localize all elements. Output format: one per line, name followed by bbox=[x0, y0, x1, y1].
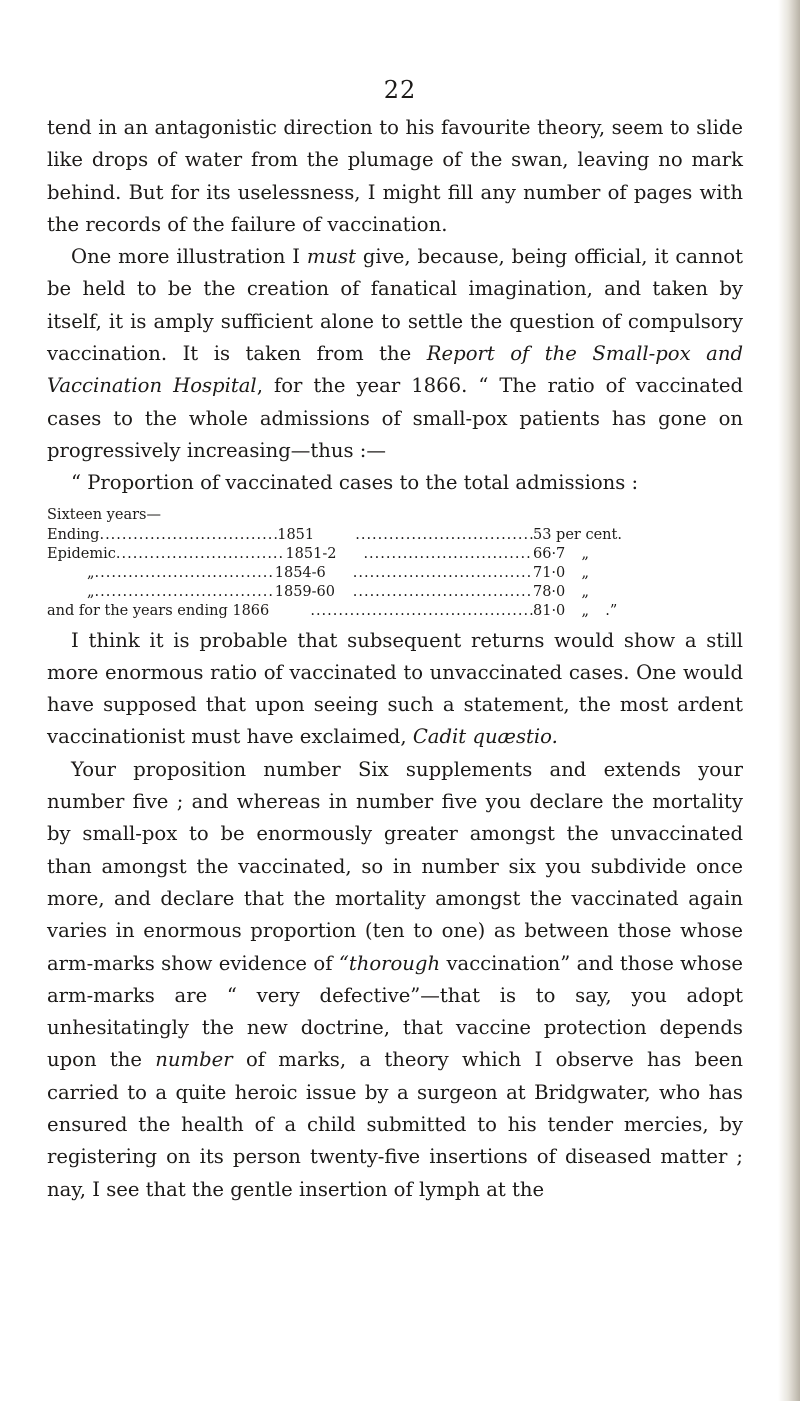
paragraph-3: “ Proportion of vaccinated cases to the total admissions : bbox=[71, 471, 639, 495]
body-text bbox=[47, 112, 743, 1206]
paragraph-5: Your proposition number Six supplements and extends your number five ; and whereas in number five you declare the mortality by small-pox to be enormously greater amongst the unvaccinated than amongst the vaccinated, so in number six you subdivide once more, and declare that the mortality amongst the vaccinated again varies in enormous proportion (ten to one) as between those whose arm-marks show evidence of “thorough vaccination” and those whose arm-marks are “ very defective”—that is to say, you adopt unhesitatingly the new doctrine, that vaccine protection depends upon the number of marks, a theory which I observe has been carried to a quite heroic issue by a surgeon at Bridgwater, who has ensured the health of a child submitted to his tender mercies, by registering on its person twenty-five insertions of diseased matter ; nay, I see that the gentle insertion of lymph at the bbox=[47, 757, 744, 1201]
table-caption: Sixteen years— bbox=[47, 506, 161, 523]
paragraph-2: One more illustration I must give, because, being official, it cannot be held to be the creation of fanatical imagination, and taken by itself, it is amply sufficient alone to settle the question of compulsory vaccination. It is taken from the Report of the Small-pox and Vaccination Hospital, for the year 1866. “ The ratio of vaccinated cases to the whole admissions of small-pox patients has gone on progressively increasing—thus :— bbox=[47, 245, 743, 462]
table-row: Epidemic ..... 1851-2 ..... 66·7 „ bbox=[47, 545, 743, 564]
table-row: and for the years ending 1866 ..... 81·0 „ .” bbox=[47, 602, 743, 621]
table-row: „ ..... 1859-60 ..... 78·0 „ bbox=[47, 583, 743, 602]
table-row: „ ..... 1854-6 ..... 71·0 „ bbox=[47, 564, 743, 583]
table-row: Ending ..... 1851 ..... 53 per cent. bbox=[47, 526, 743, 545]
page-edge-shadow bbox=[778, 0, 800, 1401]
paragraph-4: I think it is probable that subsequent returns would show a still more enormous ratio of vaccinated to unvaccinated cases. One would have supposed that upon seeing such a statement, the most ardent vaccinationist must have exclaimed, Cadit quæstio. bbox=[47, 628, 743, 749]
paragraph-1: tend in an antagonistic direction to his favourite theory, seem to slide like drops of water from the plumage of the swan, leaving no mark behind. But for its uselessness, I might fill any number of pages with the records of the failure of vaccination. bbox=[47, 116, 743, 236]
statistics-table bbox=[47, 506, 743, 621]
page-number: 22 bbox=[383, 76, 417, 104]
